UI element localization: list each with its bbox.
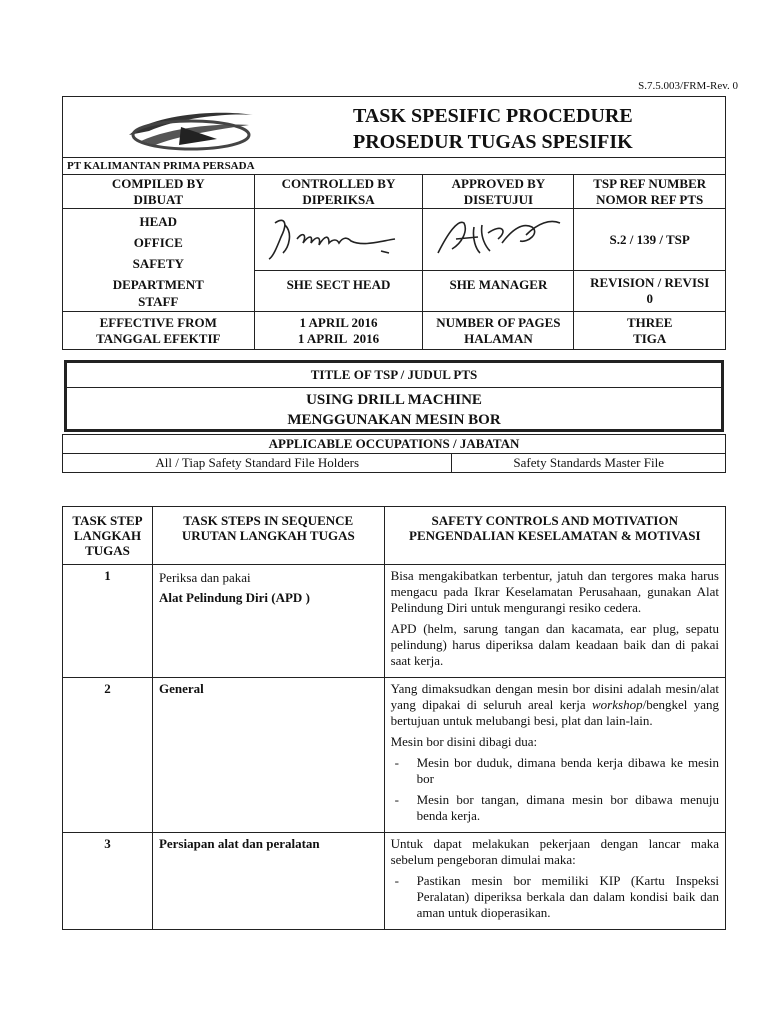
tsp-title-en: USING DRILL MACHINE: [306, 392, 482, 408]
step-name: Persiapan alat dan peralatan: [152, 833, 384, 930]
ref-number-value: S.2 / 139 / TSP: [574, 209, 726, 271]
controller-signature: [254, 209, 423, 271]
tsp-title-box: [64, 360, 724, 432]
step-number: 3: [63, 833, 153, 930]
table-row: [63, 833, 726, 930]
approver-role: SHE MANAGER: [423, 271, 574, 312]
procedure-header-table: [62, 96, 726, 350]
list-item: - Mesin bor tangan, dimana mesin bor dibawa menuju benda kerja.: [391, 792, 719, 824]
ref-number-header: TSP REF NUMBER NOMOR REF PTS: [574, 175, 726, 209]
title-line-en: TASK SPESIFIC PROCEDURE: [353, 105, 633, 127]
controlled-by-header: CONTROLLED BY DIPERIKSA: [254, 175, 423, 209]
controller-role: SHE SECT HEAD: [254, 271, 423, 312]
pages-label: NUMBER OF PAGES HALAMAN: [423, 312, 574, 350]
table-row: [63, 565, 726, 678]
file-holders: All / Tiap Safety Standard File Holders: [63, 454, 452, 473]
pages-value: THREE TIGA: [574, 312, 726, 350]
step-number: 1: [63, 565, 153, 678]
step-controls: Untuk dapat melakukan pekerjaan dengan lancar maka sebelum pengeboran dimulai maka: - Pastikan mesin bor memiliki KIP (Kartu Inspeksi Peralatan) diperiksa berkala dan dalam kondisi baik dan aman untuk dioperasikan.: [384, 833, 725, 930]
table-row: [63, 678, 726, 833]
task-steps-table: [62, 506, 726, 930]
tsp-title-value: [67, 388, 721, 430]
occupations-label: APPLICABLE OCCUPATIONS / JABATAN: [63, 435, 726, 454]
title-row: [63, 97, 726, 158]
col-safety-controls: SAFETY CONTROLS AND MOTIVATION PENGENDALIAN KESELAMATAN & MOTIVASI: [384, 507, 725, 565]
signature-mark: [263, 213, 413, 263]
effective-date: 1 APRIL 2016 1 APRIL 2016: [254, 312, 423, 350]
approved-by-header: APPROVED BY DISETUJUI: [423, 175, 574, 209]
step-name: Periksa dan pakai Alat Pelindung Diri (APD ): [152, 565, 384, 678]
document-reference: S.7.5.003/FRM-Rev. 0: [638, 80, 738, 92]
tsp-title-id: MENGGUNAKAN MESIN BOR: [287, 412, 501, 428]
revision-cell: REVISION / REVISI 0: [574, 271, 726, 312]
company-name: PT KALIMANTAN PRIMA PERSADA: [63, 158, 726, 175]
approver-signature: [423, 209, 574, 271]
list-item: - Mesin bor duduk, dimana benda kerja dibawa ke mesin bor: [391, 755, 719, 787]
signature-mark: [428, 213, 568, 263]
col-task-step: TASK STEP LANGKAH TUGAS: [63, 507, 153, 565]
occupations-table: [62, 434, 726, 473]
master-file: Safety Standards Master File: [452, 454, 726, 473]
list-item: - Pastikan mesin bor memiliki KIP (Kartu Inspeksi Peralatan) diperiksa berkala dan dalam kondisi baik dan aman untuk dioperasikan.: [391, 873, 719, 921]
title-line-id: PROSEDUR TUGAS SPESIFIK: [353, 131, 633, 153]
tsp-title-label: TITLE OF TSP / JUDUL PTS: [67, 363, 721, 388]
company-logo: [121, 105, 261, 155]
col-steps-sequence: TASK STEPS IN SEQUENCE URUTAN LANGKAH TUGAS: [152, 507, 384, 565]
step-controls: Yang dimaksudkan dengan mesin bor disini adalah mesin/alat yang dipakai di seluruh areal kerja workshop/bengkel yang bertujuan untuk melubangi besi, plat dan lain-lain. Mesin bor disini dibagi dua: - Mesin bor duduk, dimana benda kerja dibawa ke mesin bor - Mesin bor tangan, dimana mesin bor dibawa menuju benda kerja.: [384, 678, 725, 833]
step-controls: Bisa mengakibatkan terbentur, jatuh dan tergores maka harus mengacu pada Ikrar Keselamatan Perusahaan, gunakan Alat Pelindung Diri untuk mengurangi resiko cedera. APD (helm, sarung tangan dan kacamata, ear plug, sepatu pelindung) harus diperiksa dalam keadaan baik dan di pakai saat kerja.: [384, 565, 725, 678]
effective-label: EFFECTIVE FROM TANGGAL EFEKTIF: [63, 312, 255, 350]
step-number: 2: [63, 678, 153, 833]
procedure-title: [353, 103, 633, 155]
compiled-by-value: HEAD OFFICE SAFETY DEPARTMENT STAFF: [63, 209, 255, 312]
compiled-by-header: COMPILED BY DIBUAT: [63, 175, 255, 209]
step-name: General: [152, 678, 384, 833]
